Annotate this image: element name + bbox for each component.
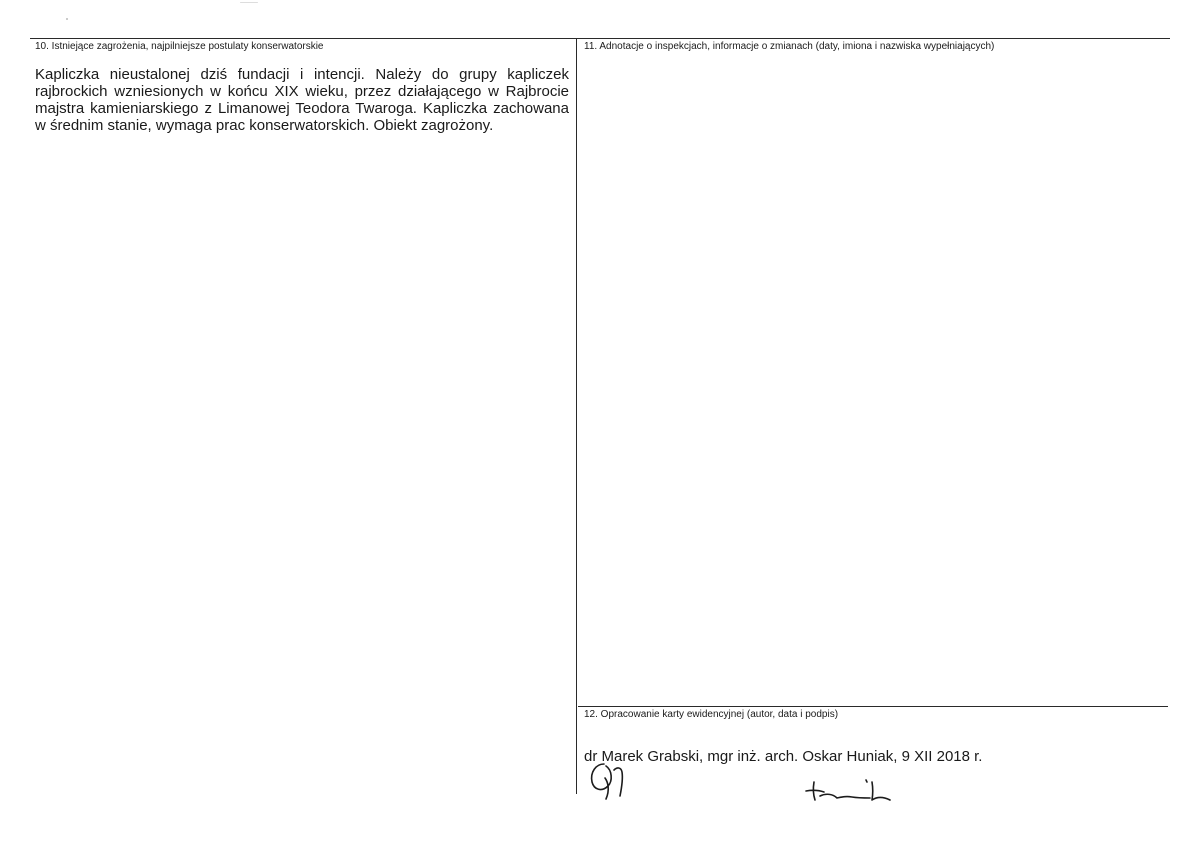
section10-text: Kapliczka nieustalonej dziś fundacji i intencji. Należy do grupy kapliczek rajbrockich wzniesionych w końcu XIX wieku, przez działającego w Rajbrocie majstra kamieniarskiego z Limanowej Teodora Twaroga. Kapliczka zachowana w średnim stanie, wymaga prac konserwatorskich. Obiekt zagrożony. bbox=[35, 66, 569, 134]
signature-grabski-icon bbox=[584, 756, 634, 802]
signature-huniak-icon bbox=[800, 776, 900, 806]
section11-label: 11. Adnotacje o inspekcjach, informacje o zmianach (daty, imiona i nazwiska wypełniających) bbox=[584, 41, 995, 52]
top-rule-left bbox=[30, 38, 578, 39]
section12-label: 12. Opracowanie karty ewidencyjnej (autor, data i podpis) bbox=[584, 709, 839, 720]
section12-rule bbox=[578, 706, 1168, 707]
scan-speck bbox=[66, 18, 68, 20]
section12-authors: dr Marek Grabski, mgr inż. arch. Oskar Huniak, 9 XII 2018 r. bbox=[584, 748, 983, 765]
column-divider bbox=[576, 38, 577, 794]
section10-label: 10. Istniejące zagrożenia, najpilniejsze postulaty konserwatorskie bbox=[35, 41, 324, 52]
scan-speck bbox=[240, 2, 258, 3]
top-rule-right bbox=[578, 38, 1170, 39]
